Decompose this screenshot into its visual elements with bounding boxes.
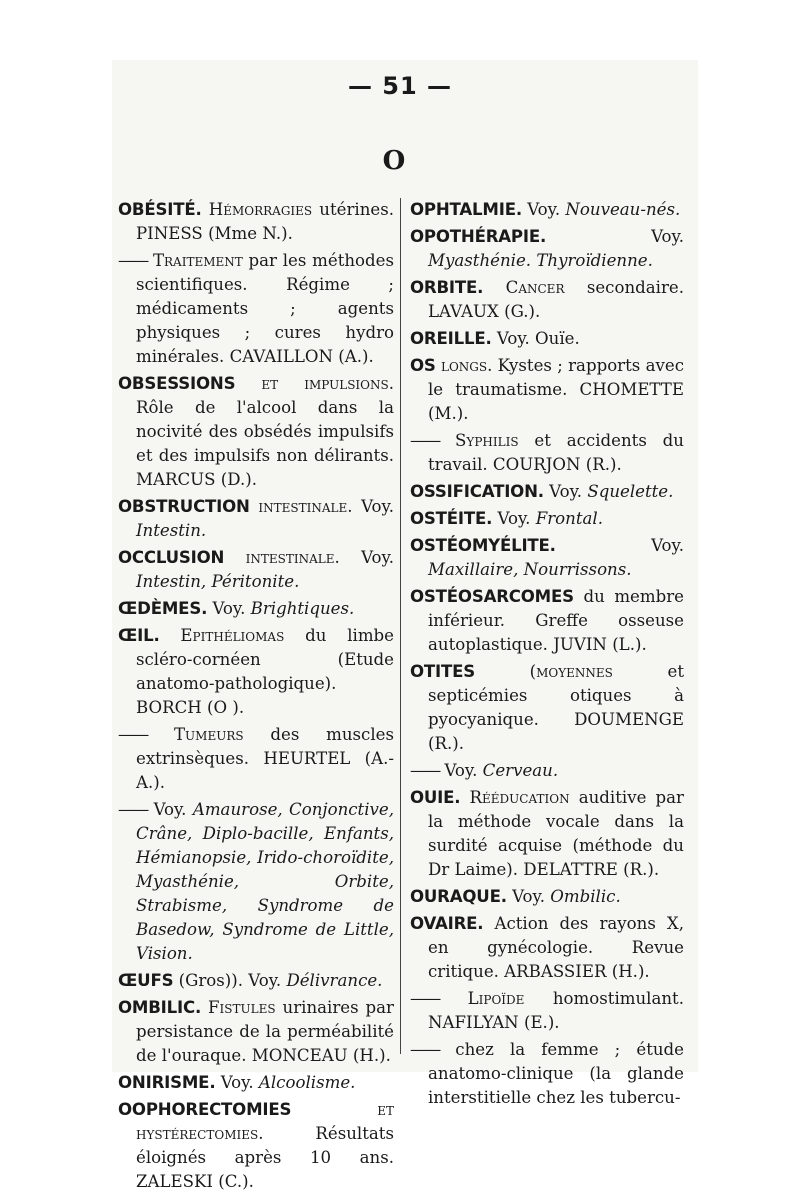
entry-text: Voy. (521, 200, 566, 219)
entry-text: du membre inférieur. Greffe osseuse autoplastique. JUVIN (L.). (428, 587, 684, 654)
entry-headword: OSTÉOMYÉLITE. (410, 536, 556, 555)
index-entry (118, 996, 394, 1068)
entry-text: utérines. PINESS (Mme N.). (136, 200, 394, 243)
index-entry (410, 759, 684, 783)
entry-small-caps: intestinale. (245, 548, 340, 567)
entry-headword: OSSIFICATION. (410, 482, 544, 501)
entry-text: Voy. (546, 227, 684, 246)
entry-text: urinaires par persistance de la perméabilité de l'ouraque. MONCEAU (H.). (136, 998, 394, 1065)
entry-italic: Amaurose, Conjonctive, Crâne, Diplo-bacille, Enfants, Hémianopsie, Irido-choroïdite, Myasthénie, Orbite, Strabisme, Syndrome de Basedow, Syndrome de Little, Vision. (136, 800, 394, 963)
entry-small-caps: (moyennes (529, 662, 613, 681)
entry-headword: OSTÉOSARCOMES (410, 587, 574, 606)
entry-text: Rôle de l'alcool dans la nocivité des obsédés impulsifs et des impulsifs non délirants. MARCUS (D.). (136, 398, 394, 489)
index-entry (410, 885, 684, 909)
entry-italic: Ombilic. (550, 887, 621, 906)
index-entry (410, 786, 684, 882)
entry-text: auditive par la méthode vocale dans la surdité acquise (méthode du Dr Laime). DELATTRE (R.). (428, 788, 684, 879)
entry-text: homostimulant. NAFILYAN (E.). (428, 989, 684, 1032)
entry-headword: OTITES (410, 662, 476, 681)
entry-headword: OBSESSIONS (118, 374, 236, 393)
index-entry (410, 534, 684, 582)
entry-italic: Délivrance. (286, 971, 383, 990)
entry-headword: OUIE. (410, 788, 461, 807)
entry-headword: OSTÉITE. (410, 509, 493, 528)
index-entry (118, 546, 394, 594)
index-entry (410, 276, 684, 324)
index-entry (410, 987, 684, 1035)
entry-text: Voy. (506, 887, 551, 906)
index-entry (410, 660, 684, 756)
entry-small-caps: longs. (440, 356, 493, 375)
index-entry (118, 1071, 394, 1095)
index-entry (118, 249, 394, 369)
index-entry (118, 723, 394, 795)
entry-headword: OURAQUE. (410, 887, 507, 906)
index-entry (410, 225, 684, 273)
entry-dash: —— (410, 1040, 440, 1059)
index-entry (410, 480, 684, 504)
entry-italic: Cerveau. (482, 761, 559, 780)
entry-headword: OMBILIC. (118, 998, 202, 1017)
entry-headword: OPHTALMIE. (410, 200, 522, 219)
entry-headword: OVAIRE. (410, 914, 484, 933)
entry-headword: OBSTRUCTION (118, 497, 250, 516)
entry-small-caps: intestinale. (258, 497, 353, 516)
entry-small-caps: Fistules (208, 998, 276, 1017)
index-entry (118, 597, 394, 621)
index-entry (118, 798, 394, 966)
entry-headword: OCCLUSION (118, 548, 225, 567)
entry-headword: OPOTHÉRAPIE. (410, 227, 547, 246)
index-entry (410, 327, 684, 351)
entry-dash: —— (410, 989, 440, 1008)
entry-italic: Squelette. (587, 482, 674, 501)
entry-italic: Maxillaire, Nourrissons. (428, 560, 632, 579)
entry-italic: Nouveau-nés. (565, 200, 681, 219)
entry-text: par les méthodes scientifiques. Régime ; médicaments ; agents physiques ; cures hydro minérales. CAVAILLON (A.). (136, 251, 394, 366)
entry-italic: Intestin, Péritonite. (136, 572, 300, 591)
entry-text: Voy. (492, 509, 536, 528)
right-column (410, 198, 684, 1113)
column-divider (400, 198, 401, 1054)
entry-italic: Brightiques. (250, 599, 355, 618)
entry-headword: ŒIL. (118, 626, 160, 645)
entry-text: Voy. (339, 548, 394, 567)
entry-dash: —— (118, 800, 148, 819)
index-entry (118, 1098, 394, 1194)
entry-small-caps: Tumeurs (173, 725, 244, 744)
entry-text: Voy. Ouïe. (491, 329, 580, 348)
index-entry (410, 354, 684, 426)
entry-headword: ORBITE. (410, 278, 484, 297)
index-entry (410, 507, 684, 531)
entry-text: Voy. (215, 1073, 259, 1092)
entry-italic: Frontal. (535, 509, 603, 528)
entry-small-caps: Cancer (505, 278, 565, 297)
entry-italic: Alcoolisme. (258, 1073, 356, 1092)
entry-small-caps: Hémorragies (208, 200, 313, 219)
index-entry (410, 1038, 684, 1110)
index-entry (410, 585, 684, 657)
index-entry (118, 198, 394, 246)
entry-small-caps: Rééducation (469, 788, 570, 807)
entry-text: du limbe scléro-cornéen (Etude anatomo-pathologique). BORCH (O ). (136, 626, 394, 717)
entry-text: Kystes ; rapports avec le traumatisme. CHOMETTE (M.). (428, 356, 684, 423)
entry-italic: Intestin. (136, 521, 207, 540)
entry-text: (Gros)). Voy. (173, 971, 287, 990)
entry-text: des muscles extrinsèques. HEURTEL (A.-A.). (136, 725, 394, 792)
index-entry (118, 372, 394, 492)
index-entry (410, 429, 684, 477)
entry-text: Voy. (147, 800, 193, 819)
section-letter: O (382, 146, 406, 176)
entry-text: et septicémies otiques à pyocyanique. DOUMENGE (R.). (428, 662, 685, 753)
entry-headword: ONIRISME. (118, 1073, 216, 1092)
entry-small-caps: Lipoïde (467, 989, 525, 1008)
entry-small-caps: Epithéliomas (180, 626, 285, 645)
index-entry (118, 495, 394, 543)
entry-headword: OOPHORECTOMIES (118, 1100, 292, 1119)
entry-dash: —— (118, 251, 148, 270)
entry-small-caps: et hystérectomies. (136, 1100, 394, 1143)
entry-headword: ŒUFS (118, 971, 174, 990)
index-entry (410, 912, 684, 984)
entry-headword: ŒDÈMES. (118, 599, 208, 618)
entry-headword: OBÉSITÉ. (118, 200, 202, 219)
index-entry (118, 969, 394, 993)
entry-text: Voy. (207, 599, 251, 618)
left-column (118, 198, 394, 1197)
entry-text: chez la femme ; étude anatomo-clinique (la glande interstitielle chez les tubercu- (428, 1040, 684, 1107)
entry-dash: —— (118, 725, 148, 744)
entry-text: Voy. (543, 482, 588, 501)
page-number: — 51 — (347, 72, 453, 100)
entry-text: secondaire. LAVAUX (G.). (428, 278, 685, 321)
entry-dash: —— (410, 761, 440, 780)
entry-small-caps: et impulsions. (261, 374, 395, 393)
entry-text: Action des rayons X, en gynécologie. Revue critique. ARBASSIER (H.). (428, 914, 684, 981)
entry-small-caps: Traitement (152, 251, 243, 270)
entry-headword: OREILLE. (410, 329, 492, 348)
entry-italic: Myasthénie. Thyroïdienne. (428, 251, 653, 270)
index-entry (410, 198, 684, 222)
entry-small-caps: Syphilis (455, 431, 519, 450)
entry-headword: OS (410, 356, 436, 375)
entry-text: Voy. (555, 536, 684, 555)
entry-dash: —— (410, 431, 440, 450)
entry-text: Voy. (352, 497, 394, 516)
entry-text: et accidents du travail. COURJON (R.). (428, 431, 684, 474)
index-entry (118, 624, 394, 720)
entry-text: Voy. (439, 761, 483, 780)
entry-text: Résultats éloignés après 10 ans. ZALESKI (C.). (136, 1124, 394, 1191)
